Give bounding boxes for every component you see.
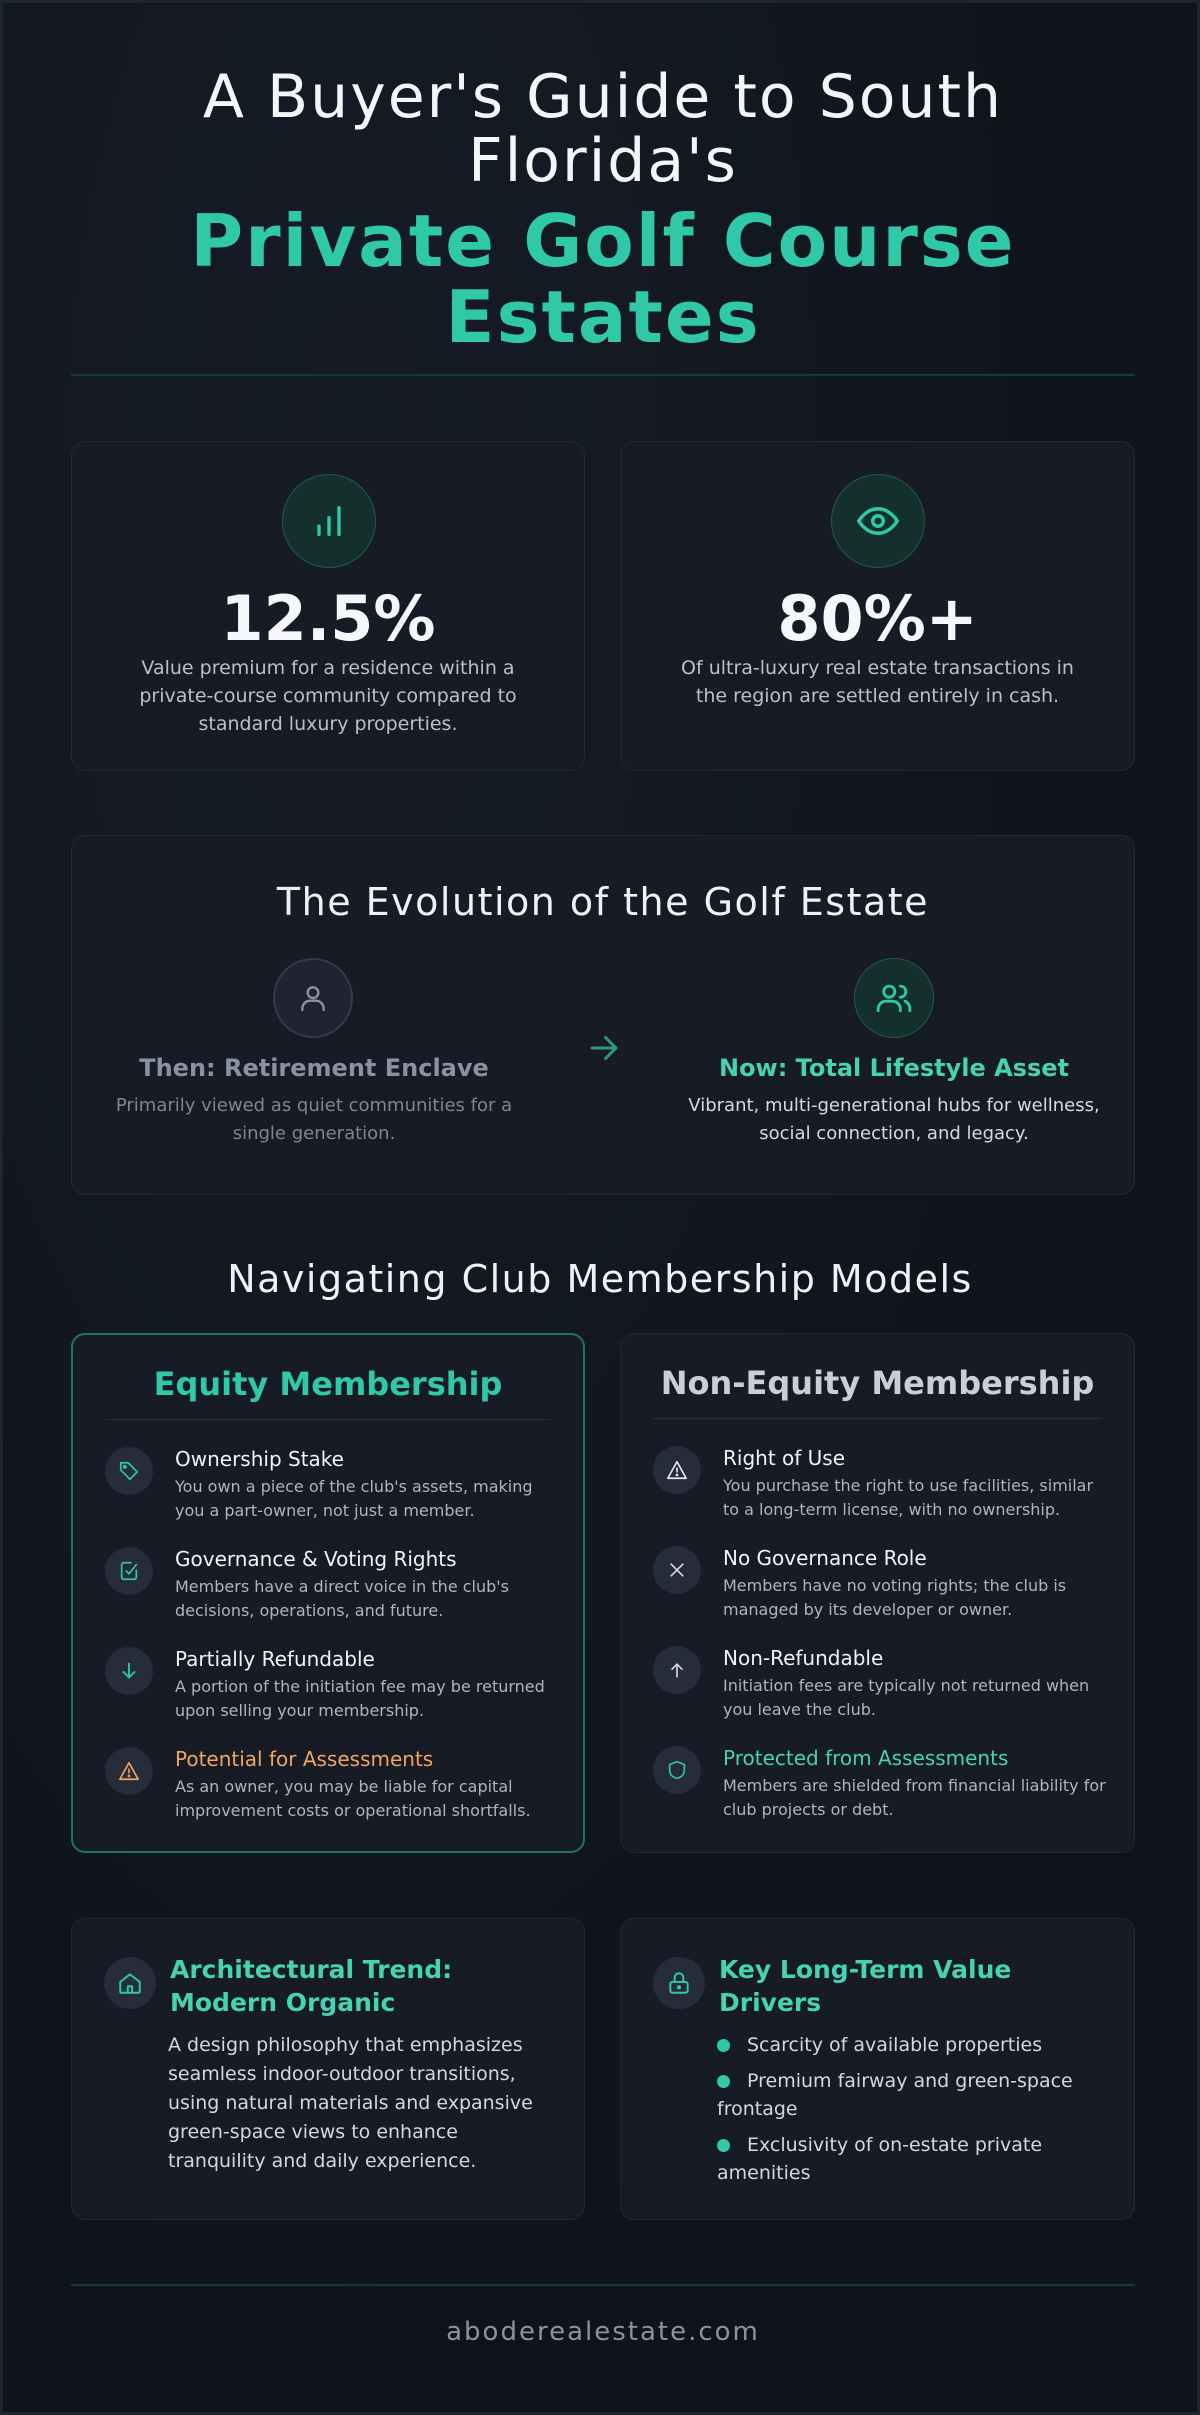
trend-title: Architectural Trend: Modern Organic bbox=[170, 1955, 453, 2017]
driver-text: Scarcity of available properties bbox=[747, 2034, 1043, 2056]
list-item bbox=[105, 1547, 555, 1637]
stat-value: 12.5% bbox=[220, 582, 436, 655]
item-description: Initiation fees are typically not returned when you leave the club. bbox=[723, 1676, 1090, 1719]
now-description: Vibrant, multi-generational hubs for wellness, social connection, and legacy. bbox=[688, 1095, 1100, 1144]
arrow-down-icon bbox=[105, 1647, 153, 1695]
trend-text: A design philosophy that emphasizes seamless indoor-outdoor transitions, using natural materials and expansive green-space views to enhance tranquility and daily experience. bbox=[168, 2034, 533, 2172]
bullet-dot bbox=[717, 2075, 730, 2088]
item-heading: Governance & Voting Rights bbox=[175, 1547, 457, 1571]
item-description: As an owner, you may be liable for capital improvement costs or operational shortfalls. bbox=[175, 1777, 531, 1820]
users-icon bbox=[854, 958, 934, 1038]
equity-divider bbox=[105, 1419, 551, 1420]
non-equity-card bbox=[620, 1333, 1135, 1853]
list-item bbox=[653, 1546, 1106, 1636]
list-item bbox=[717, 2131, 1104, 2187]
item-heading: Partially Refundable bbox=[175, 1647, 375, 1671]
vote-icon bbox=[105, 1547, 153, 1595]
evolution-card bbox=[71, 835, 1135, 1195]
non-equity-divider bbox=[653, 1418, 1102, 1419]
list-item bbox=[653, 1446, 1106, 1536]
title-highlight: Private Golf Course Estates bbox=[190, 199, 1016, 359]
item-description: Members have a direct voice in the club's decisions, operations, and future. bbox=[175, 1577, 510, 1620]
list-item bbox=[105, 1447, 555, 1537]
list-item bbox=[717, 2031, 1104, 2059]
home-icon bbox=[104, 1957, 156, 2009]
arrow-right-icon bbox=[586, 1030, 622, 1066]
non-equity-title: Non-Equity Membership bbox=[660, 1364, 1095, 1402]
stat-description: Of ultra-luxury real estate transactions in the region are settled entirely in cash. bbox=[681, 657, 1074, 707]
tag-icon bbox=[105, 1447, 153, 1495]
item-heading: Non-Refundable bbox=[723, 1646, 884, 1670]
value-drivers-title: Key Long-Term Value Drivers bbox=[719, 1955, 1012, 2017]
stat-card-premium bbox=[71, 441, 585, 771]
then-description: Primarily viewed as quiet communities for a single generation. bbox=[115, 1095, 513, 1144]
warning-icon bbox=[105, 1747, 153, 1795]
eye-icon bbox=[831, 474, 925, 568]
item-description: Members are shielded from financial liability for club projects or debt. bbox=[723, 1776, 1106, 1819]
warning-icon bbox=[653, 1446, 701, 1494]
now-heading: Now: Total Lifestyle Asset bbox=[718, 1054, 1069, 1082]
trend-card bbox=[71, 1918, 585, 2220]
then-heading: Then: Retirement Enclave bbox=[139, 1054, 489, 1082]
bullet-dot bbox=[717, 2039, 730, 2052]
equity-card bbox=[71, 1333, 585, 1853]
footer-site[interactable]: aboderealestate.com bbox=[446, 2317, 760, 2347]
user-icon bbox=[273, 958, 353, 1038]
bullet-dot bbox=[717, 2139, 730, 2152]
stat-value: 80%+ bbox=[777, 582, 978, 655]
item-heading: Potential for Assessments bbox=[175, 1747, 434, 1771]
stat-card-cash bbox=[620, 441, 1135, 771]
list-item bbox=[105, 1647, 555, 1737]
item-heading: No Governance Role bbox=[723, 1546, 927, 1570]
item-heading: Ownership Stake bbox=[175, 1447, 344, 1471]
item-description: A portion of the initiation fee may be returned upon selling your membership. bbox=[175, 1677, 545, 1720]
bar-chart-icon bbox=[282, 474, 376, 568]
item-description: You own a piece of the club's assets, making you a part-owner, not just a member. bbox=[175, 1477, 533, 1520]
item-heading: Protected from Assessments bbox=[723, 1746, 1009, 1770]
evolution-title: The Evolution of the Golf Estate bbox=[276, 880, 930, 924]
arrow-up-stop-icon bbox=[653, 1646, 701, 1694]
list-item bbox=[653, 1746, 1106, 1836]
value-drivers-card bbox=[620, 1918, 1135, 2220]
driver-text: Exclusivity of on-estate private amenities bbox=[717, 2134, 1043, 2184]
title-divider bbox=[71, 374, 1135, 376]
list-item bbox=[653, 1646, 1106, 1736]
title-line: A Buyer's Guide to South Florida's bbox=[202, 62, 1004, 196]
stat-description: Value premium for a residence within a private-course community compared to standard luxury properties. bbox=[139, 657, 517, 735]
equity-title: Equity Membership bbox=[153, 1365, 503, 1403]
value-drivers-list bbox=[717, 2031, 1104, 2195]
footer-divider bbox=[71, 2284, 1135, 2286]
page-title bbox=[71, 62, 1135, 359]
list-item bbox=[717, 2067, 1104, 2123]
membership-title: Navigating Club Membership Models bbox=[227, 1257, 973, 1301]
shield-icon bbox=[653, 1746, 701, 1794]
lock-icon bbox=[653, 1957, 705, 2009]
close-icon bbox=[653, 1546, 701, 1594]
item-description: Members have no voting rights; the club is managed by its developer or owner. bbox=[723, 1576, 1067, 1619]
item-description: You purchase the right to use facilities, similar to a long-term license, with no ownership. bbox=[723, 1476, 1094, 1519]
list-item bbox=[105, 1747, 555, 1837]
item-heading: Right of Use bbox=[723, 1446, 846, 1470]
driver-text: Premium fairway and green-space frontage bbox=[717, 2070, 1073, 2120]
